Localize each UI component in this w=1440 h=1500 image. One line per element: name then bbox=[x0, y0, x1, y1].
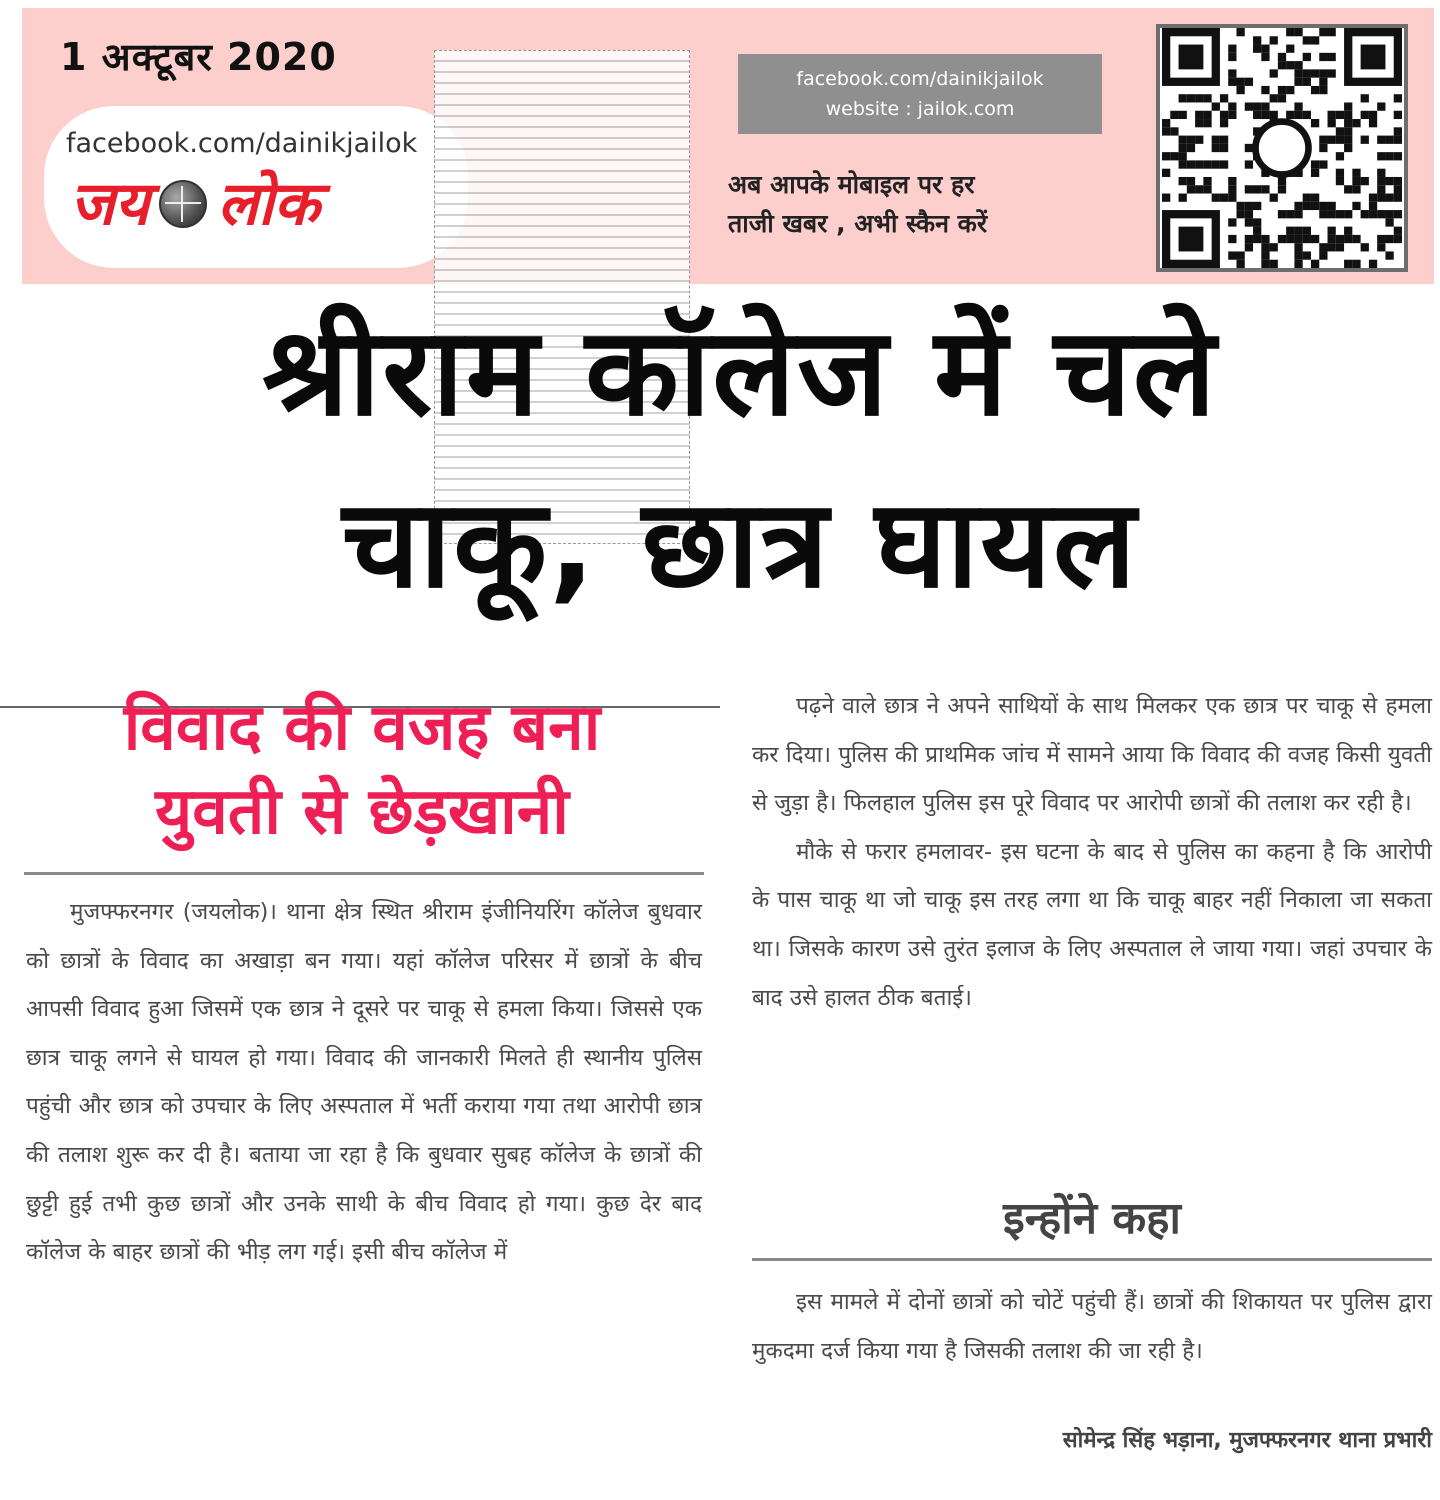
quote-subhead: इन्होंने कहा bbox=[1003, 1193, 1181, 1244]
quote-text: इस मामले में दोनों छात्रों को चोटें पहुंची हैं। छात्रों की शिकायत पर पुलिस द्वारा मुकदमा दर्ज किया गया है जिसकी तलाश की जा रही है। bbox=[752, 1289, 1432, 1364]
social-links-box bbox=[738, 54, 1102, 134]
quote-signature: सोमेन्द्र सिंह भड़ाना, मुजफ्फरनगर थाना प्रभारी bbox=[1062, 1428, 1432, 1453]
article-right-column bbox=[752, 682, 1432, 1022]
article-left-text: मुजफ्फरनगर (जयलोक)। थाना क्षेत्र स्थित श्रीराम इंजीनियरिंग कॉलेज बुधवार को छात्रों के विवाद का अखाड़ा बन गया। यहां कॉलेज परिसर में छात्रों के बीच आपसी विवाद हुआ जिसमें एक छात्र ने दूसरे पर चाकू से हमला किया। जिससे एक छात्र चाकू लगने से घायल हो गया। विवाद की जानकारी मिलते ही स्थानीय पुलिस पहुंची और छात्र को उपचार के लिए अस्पताल में भर्ती कराया गया तथा आरोपी छात्र की तलाश शुरू कर दी है। बताया जा रहा है कि बुधवार सुबह कॉलेज के छात्रों की छुट्टी हुई तभी कुछ छात्रों और उनके साथी के बीच विवाद हो गया। कुछ देर बाद कॉलेज के बाहर छात्रों की भीड़ लग गई। इसी बीच कॉलेज में bbox=[26, 899, 702, 1266]
brand-word-right: लोक bbox=[217, 169, 320, 239]
headline-line-1: श्रीराम कॉलेज में चले bbox=[262, 301, 1218, 443]
promo-text bbox=[728, 166, 1108, 244]
brand-word-left: जय bbox=[70, 169, 150, 239]
quote-column bbox=[752, 1278, 1432, 1375]
headline-line-2: चाकू, छात्र घायल bbox=[342, 473, 1138, 615]
main-headline bbox=[70, 286, 1410, 630]
promo-line-2: ताजी खबर , अभी स्कैन करें bbox=[728, 208, 988, 238]
facebook-handle: facebook.com/dainikjailok bbox=[66, 128, 418, 159]
qr-code-image bbox=[1160, 28, 1404, 268]
article-left-column bbox=[26, 888, 702, 1277]
promo-line-1: अब आपके मोबाइल पर हर bbox=[728, 170, 975, 199]
qr-code bbox=[1156, 24, 1408, 272]
subheadline-line-1: विवाद की वजह बना bbox=[123, 691, 601, 765]
social-link-website: website : jailok.com bbox=[825, 98, 1015, 120]
sub-headline bbox=[24, 686, 700, 854]
globe-icon bbox=[159, 180, 207, 228]
subheadline-divider bbox=[24, 872, 704, 875]
quote-divider bbox=[752, 1258, 1432, 1261]
issue-date: 1 अक्टूबर 2020 bbox=[60, 35, 337, 79]
brand-logo bbox=[70, 169, 320, 239]
article-right-paragraph-1: पढ़ने वाले छात्र ने अपने साथियों के साथ मिलकर एक छात्र पर चाकू से हमला कर दिया। पुलिस की प्राथमिक जांच में सामने आया कि विवाद की वजह किसी युवती से जुड़ा है। फिलहाल पुलिस इस पूरे विवाद पर आरोपी छात्रों की तलाश कर रही है। bbox=[752, 693, 1432, 817]
whatsapp-icon bbox=[1256, 122, 1309, 175]
logo-pill bbox=[44, 106, 468, 268]
social-link-facebook: facebook.com/dainikjailok bbox=[796, 68, 1044, 90]
article-right-paragraph-2: मौके से फरार हमलावर- इस घटना के बाद से पुलिस का कहना है कि आरोपी के पास चाकू था जो चाकू इस तरह लगा था कि चाकू बाहर नहीं निकाला जा सकता था। जिसके कारण उसे तुरंत इलाज के लिए अस्पताल ले जाया गया। जहां उपचार के बाद उसे हालत ठीक बताई। bbox=[752, 838, 1432, 1011]
subheadline-line-2: युवती से छेड़खानी bbox=[155, 775, 569, 849]
